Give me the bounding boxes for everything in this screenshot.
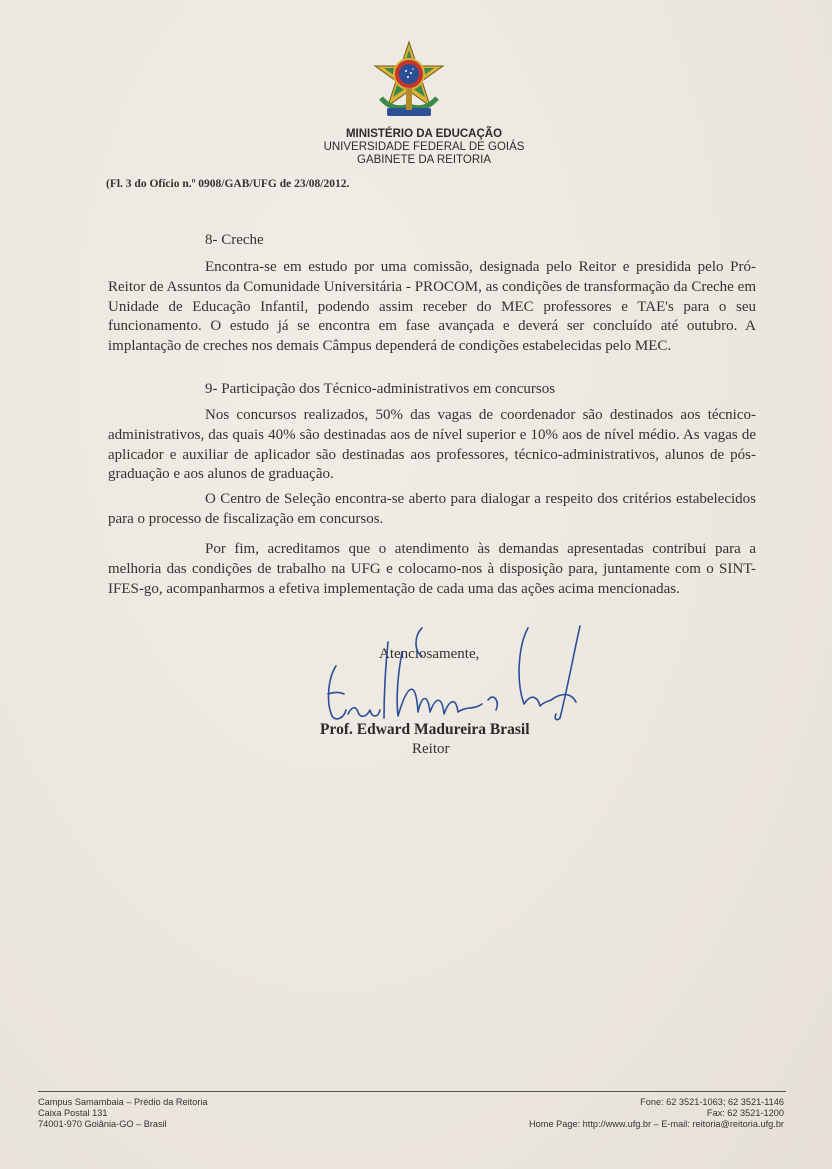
paragraph-text: O Centro de Seleção encontra-se aberto para dialogar a respeito dos critérios estabelecidos para o processo de fiscalização em concursos. (108, 491, 756, 527)
footer-address-line: Caixa Postal 131 (38, 1108, 108, 1118)
footer-contact (529, 1097, 784, 1130)
signer-name: Prof. Edward Madureira Brasil (320, 721, 530, 738)
footer-address-line: Campus Samambaia – Prédio da Reitoria (38, 1097, 208, 1107)
footer-fax: Fax: 62 3521-1200 (706, 1108, 784, 1118)
office-name: GABINETE DA REITORIA (357, 154, 491, 166)
body-paragraph (108, 540, 756, 599)
footer-divider (38, 1091, 786, 1092)
body-paragraph (108, 258, 756, 357)
closing-salutation: Atenciosamente, (379, 646, 480, 662)
section-heading-concursos: 9- Participação dos Técnico-administrativos em concursos (205, 381, 556, 397)
footer-address (38, 1097, 208, 1130)
paragraph-text: Por fim, acreditamos que o atendimento às demandas apresentadas contribui para a melhoria das condições de trabalho na UFG e colocamo-nos à disposição para, juntamente com o SINT-IFES-go, acompanharmos a efetiva implementação de cada uma das ações acima mencionadas. (108, 541, 756, 597)
handwritten-signature (318, 622, 608, 732)
ministry-title: MINISTÉRIO DA EDUCAÇÃO (345, 128, 503, 140)
signer-title: Reitor (412, 741, 450, 757)
paragraph-text: Nos concursos realizados, 50% das vagas de coordenador são destinados aos técnico-administrativos, das quais 40% são destinadas aos de nível superior e 10% aos de nível médio. As vagas de aplicador e auxiliar de aplicador são destinadas aos professores, técnico-administrativos, alunos de pós-graduação e aos alunos de graduação. (108, 407, 756, 483)
letter-reference: (Fl. 3 do Ofício n.º 0908/GAB/UFG de 23/08/2012. (106, 178, 350, 190)
body-paragraph (108, 490, 756, 530)
brazil-coat-of-arms-icon (373, 40, 445, 120)
section-heading-creche: 8- Creche (205, 232, 264, 248)
paragraph-text: Encontra-se em estudo por uma comissão, designada pelo Reitor e presidida pelo Pró-Reitor de Assuntos da Comunidade Universitária - PROCOM, as condições de transformação da Creche em Unidade de Educação Infantil, podendo assim receber do MEC professores e TAE's para o seu funcionamento. O estudo já se encontra em fase avançada e deverá ser concluído até outubro. A implantação de creches nos demais Câmpus dependerá de condições estabelecidas pelo MEC. (108, 259, 756, 355)
footer-address-line: 74001-970 Goiânia-GO – Brasil (38, 1119, 167, 1129)
university-name: UNIVERSIDADE FEDERAL DE GOIÁS (323, 141, 525, 153)
body-paragraph (108, 406, 756, 485)
footer-web-email: Home Page: http://www.ufg.br – E-mail: reitoria@reitoria.ufg.br (529, 1119, 784, 1129)
footer-phone: Fone: 62 3521-1063; 62 3521-1146 (640, 1097, 784, 1107)
